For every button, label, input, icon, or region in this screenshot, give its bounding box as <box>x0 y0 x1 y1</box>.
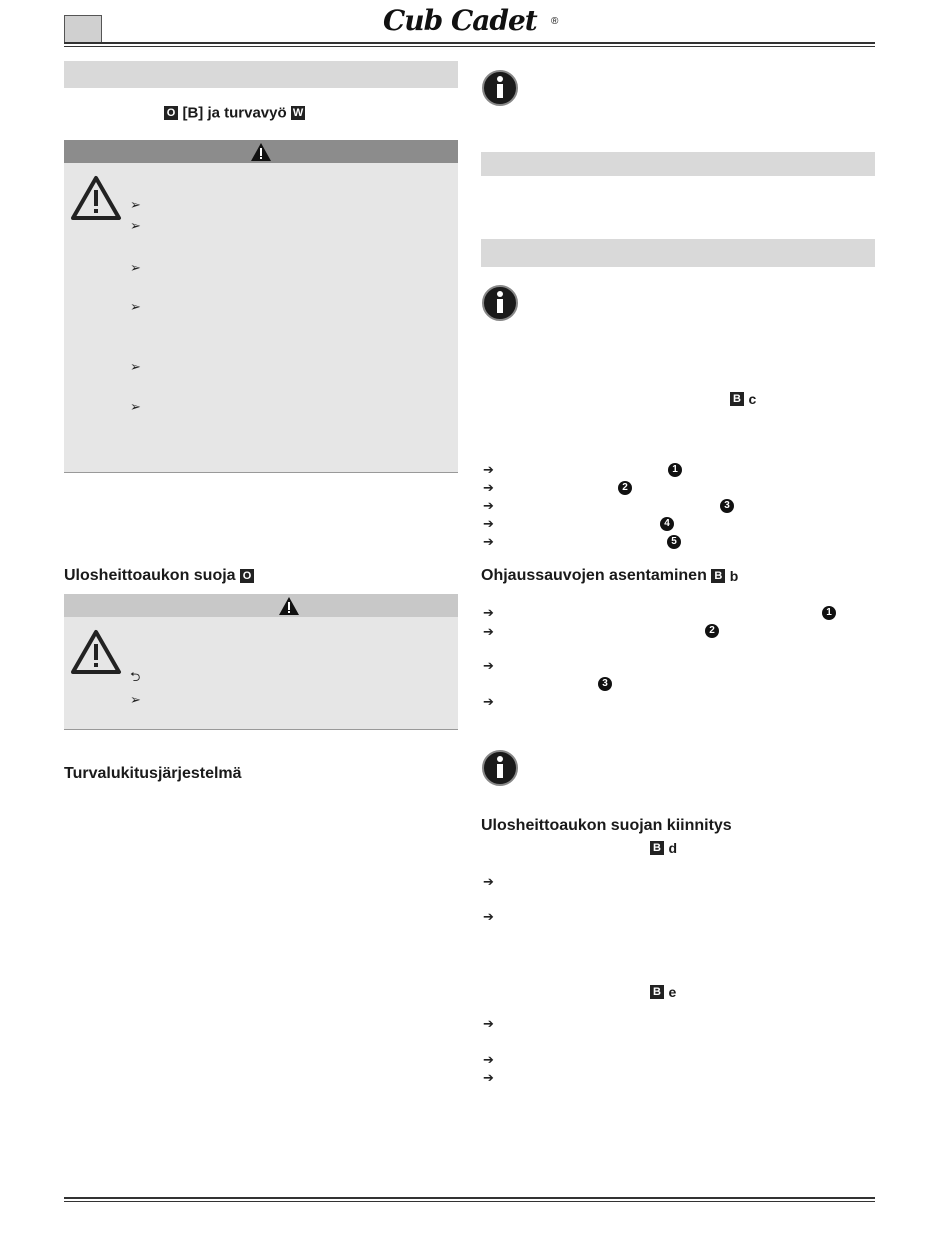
figure-ref-box: B <box>711 569 725 583</box>
cub-cadet-logo <box>383 2 563 38</box>
bullet-icon: ➢ <box>130 299 141 314</box>
discharge-guard-heading <box>64 567 254 585</box>
step-number: 1 <box>668 463 682 477</box>
arrow-icon: ➔ <box>483 1052 494 1067</box>
arrow-icon: ➔ <box>483 874 494 889</box>
arrow-icon: ➔ <box>483 694 494 709</box>
step-number: 1 <box>822 606 836 620</box>
section-bar <box>481 239 875 267</box>
warning-header <box>64 594 458 617</box>
discharge-guard-mount-heading: Ulosheittoaukon suojan kiinnitys <box>481 817 732 834</box>
warning-body <box>64 163 458 473</box>
arrow-icon: ➔ <box>483 909 494 924</box>
info-icon <box>481 284 519 322</box>
figure-ref-c <box>730 390 756 408</box>
steering-lever-heading <box>481 567 738 585</box>
seat-belt-title <box>164 104 305 122</box>
bullet-icon: ➢ <box>130 260 141 275</box>
arrow-icon: ➔ <box>483 534 494 549</box>
safety-interlock-heading: Turvalukitusjärjestelmä <box>64 765 242 782</box>
bullet-icon: ➢ <box>130 197 141 212</box>
arrow-icon: ➔ <box>483 462 494 477</box>
bullet-icon: ➢ <box>130 692 141 707</box>
arrow-icon: ➔ <box>483 516 494 531</box>
warning-header <box>64 140 458 163</box>
figure-ref-box: B <box>730 392 744 406</box>
section-bar <box>481 152 875 176</box>
arrow-icon: ➔ <box>483 605 494 620</box>
figure-ref-box: O <box>164 106 178 120</box>
figure-ref-letter: c <box>748 390 757 407</box>
info-icon <box>481 69 519 107</box>
logo-text: Cub Cadet <box>383 4 537 37</box>
warning-small-icon <box>278 596 300 616</box>
arrow-icon: ➔ <box>483 624 494 639</box>
figure-ref-letter: e <box>668 983 677 1000</box>
arrow-icon: ➔ <box>483 1016 494 1031</box>
page-number-box <box>64 15 102 43</box>
discharge-guard-heading-text: Ulosheittoaukon suoja <box>64 567 236 584</box>
figure-ref-box: B <box>650 841 664 855</box>
warning-small-icon <box>250 142 272 162</box>
return-arrow-icon: ⮌ <box>130 669 141 684</box>
step-number: 2 <box>705 624 719 638</box>
figure-ref-e <box>650 983 676 1001</box>
figure-ref-letter: b <box>729 567 739 584</box>
figure-ref-box: W <box>292 106 304 119</box>
bullet-icon: ➢ <box>130 359 141 374</box>
info-icon <box>481 749 519 787</box>
arrow-icon: ➔ <box>483 658 494 673</box>
seat-belt-title-text: [B] ja turvavyö <box>182 104 287 122</box>
arrow-icon: ➔ <box>483 498 494 513</box>
section-bar <box>64 61 458 88</box>
step-number: 3 <box>720 499 734 513</box>
footer-rule <box>64 1197 875 1199</box>
header-rule-thin <box>64 46 875 47</box>
steering-lever-heading-text: Ohjaussauvojen asentaminen <box>481 567 707 584</box>
bullet-icon: ➢ <box>130 218 141 233</box>
figure-ref-letter: d <box>668 839 678 856</box>
footer-rule-thin <box>64 1201 875 1202</box>
arrow-icon: ➔ <box>483 480 494 495</box>
logo-registered-mark: ® <box>551 16 559 27</box>
warning-body <box>64 617 458 730</box>
figure-ref-box: B <box>650 985 664 999</box>
arrow-icon: ➔ <box>483 1070 494 1085</box>
step-number: 3 <box>598 677 612 691</box>
figure-ref-box: O <box>240 569 254 583</box>
figure-ref-d <box>650 839 677 857</box>
step-number: 2 <box>618 481 632 495</box>
step-number: 5 <box>667 535 681 549</box>
bullet-icon: ➢ <box>130 399 141 414</box>
header-rule <box>64 42 875 44</box>
warning-large-icon <box>70 175 122 221</box>
warning-large-icon <box>70 629 122 675</box>
step-number: 4 <box>660 517 674 531</box>
